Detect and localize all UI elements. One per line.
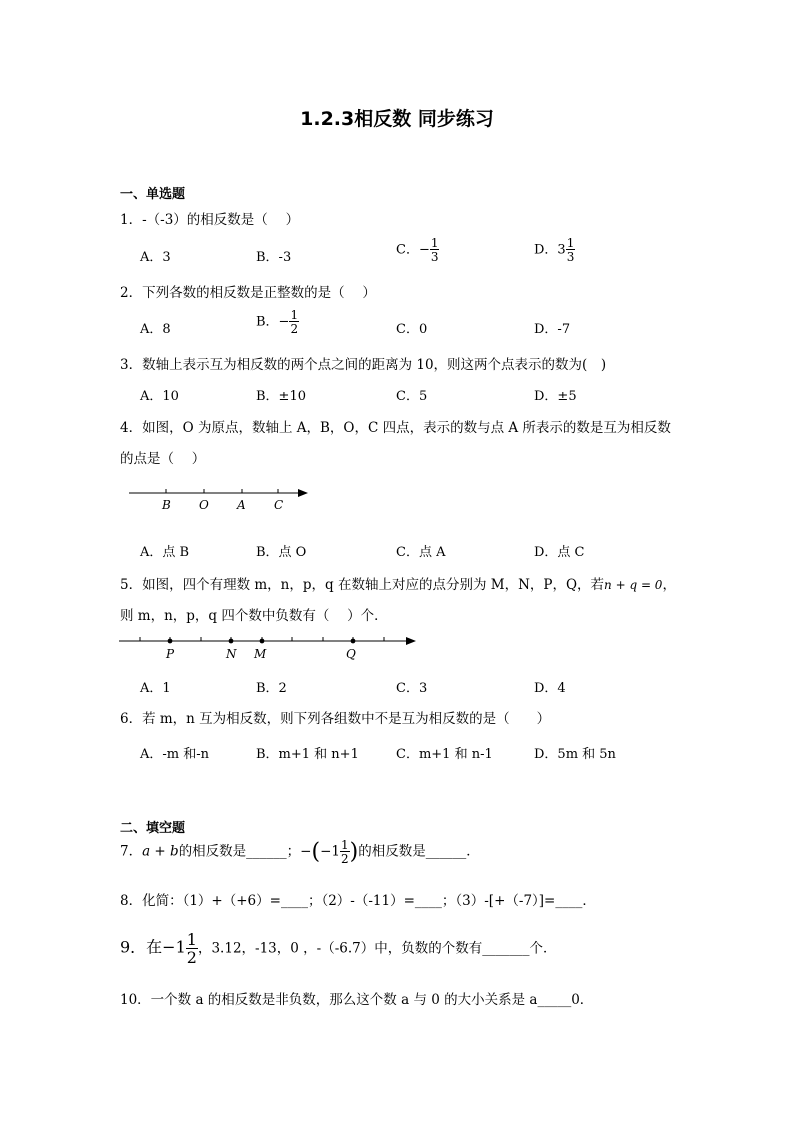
q4-option-b: B．点 O bbox=[256, 545, 307, 560]
q4-option-c: C．点 A bbox=[396, 545, 446, 560]
fraction: $\frac{1}{3}$ bbox=[566, 236, 575, 264]
q3-option-c: C．5 bbox=[396, 389, 428, 404]
section-heading-single-choice: 一、单选题 bbox=[120, 187, 186, 202]
axis-label-c: C bbox=[274, 498, 284, 512]
question-5-stem-line1: 5．如图，四个有理数 m，n，p，q 在数轴上对应的点分别为 M，N，P，Q，若n + q = 0， bbox=[120, 577, 676, 593]
question-2-stem: 2．下列各数的相反数是正整数的是（ ） bbox=[120, 285, 376, 301]
q3-option-a: A．10 bbox=[140, 389, 179, 404]
q5-option-a: A．1 bbox=[140, 681, 171, 696]
question-9: 9．在−1 $\frac{1}{2}$ ，3.12，-13，0 ，-（-6.7）中，负数的个数有_______个． bbox=[120, 930, 557, 967]
q4-option-a: A．点 B bbox=[140, 545, 190, 560]
axis-label-o: O bbox=[199, 498, 209, 512]
expression: a + b bbox=[142, 843, 179, 860]
q3-option-b: B．±10 bbox=[256, 389, 306, 404]
question-1-stem: 1．-（-3）的相反数是（ ） bbox=[120, 212, 300, 228]
question-4-stem-line2: 的点是（ ） bbox=[120, 451, 206, 467]
page-title: 1.2.3相反数 同步练习 bbox=[300, 108, 494, 130]
fraction: $\frac{1}{2}$ bbox=[341, 838, 349, 866]
q1-option-c: C．− $\frac{1}{3}$ bbox=[396, 236, 439, 264]
q2-option-b: B．− $\frac{1}{2}$ bbox=[256, 308, 299, 336]
question-5-stem-line2: 则 m，n，p，q 四个数中负数有（ ）个． bbox=[120, 608, 388, 624]
q6-option-c: C．m+1 和 n-1 bbox=[396, 747, 493, 762]
q2-option-c: C．0 bbox=[396, 322, 428, 337]
q6-option-d: D．5m 和 5n bbox=[534, 747, 616, 762]
axis-label-a: A bbox=[237, 498, 246, 512]
question-6-stem: 6．若 m，n 互为相反数，则下列各组数中不是互为相反数的是（ ） bbox=[120, 711, 551, 727]
q5-option-c: C．3 bbox=[396, 681, 428, 696]
axis-label-m: M bbox=[254, 647, 267, 661]
question-3-stem: 3．数轴上表示互为相反数的两个点之间的距离为 10，则这两个点表示的数为( ) bbox=[120, 357, 607, 373]
q5-option-b: B．2 bbox=[256, 681, 287, 696]
q5-option-d: D．4 bbox=[534, 681, 566, 696]
q2-option-a: A．8 bbox=[140, 322, 171, 337]
section-heading-fill-in: 二、填空题 bbox=[120, 821, 186, 836]
axis-label-n: N bbox=[226, 647, 237, 661]
q2-option-d: D．-7 bbox=[534, 322, 571, 337]
q1-option-a: A．3 bbox=[140, 250, 171, 265]
q6-option-a: A．-m 和-n bbox=[140, 747, 210, 762]
q6-option-b: B．m+1 和 n+1 bbox=[256, 747, 359, 762]
question-8: 8．化简：（1）+（+6）=____；（2）-（-11）=____；（3）-[+（-7）]=____． bbox=[120, 893, 596, 909]
fraction: $\frac{1}{2}$ bbox=[186, 930, 197, 967]
question-4-stem-line1: 4．如图，O 为原点，数轴上 A，B，O，C 四点，表示的数与点 A 所表示的数是互为相反数 bbox=[120, 420, 671, 436]
q1-option-b: B．-3 bbox=[256, 250, 292, 265]
axis-label-q: Q bbox=[346, 647, 356, 661]
fraction: $\frac{1}{2}$ bbox=[290, 308, 299, 336]
axis-label-b: B bbox=[162, 498, 171, 512]
number-line-q5 bbox=[116, 632, 426, 666]
question-7: 7．a + b的相反数是______；−(−1 $\frac{1}{2}$ )的相反数是______． bbox=[120, 838, 480, 866]
question-10: 10．一个数 a 的相反数是非负数，那么这个数 a 与 0 的大小关系是 a_____0． bbox=[120, 992, 594, 1008]
fraction: $\frac{1}{3}$ bbox=[430, 236, 439, 264]
q4-option-d: D．点 C bbox=[534, 545, 585, 560]
number-line-q4 bbox=[126, 484, 316, 516]
equation: n + q = 0 bbox=[604, 578, 663, 592]
axis-label-p: P bbox=[166, 647, 175, 661]
q3-option-d: D．±5 bbox=[534, 389, 577, 404]
q1-option-d: D．3 $\frac{1}{3}$ bbox=[534, 236, 575, 264]
